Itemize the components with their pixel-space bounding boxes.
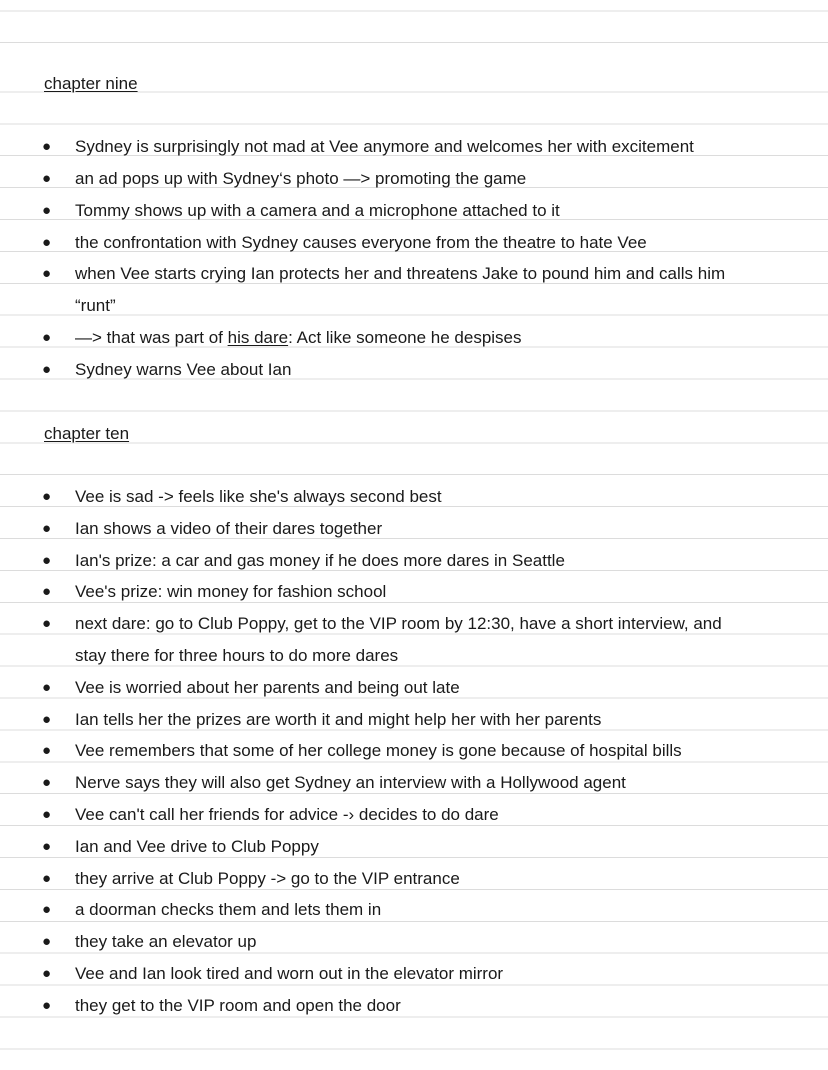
list-item-text: Vee remembers that some of her college money is gone because of hospital bills <box>75 741 682 760</box>
list-item <box>0 328 828 360</box>
bullet-icon: ● <box>42 806 52 823</box>
list-item <box>0 900 828 932</box>
list-item-text: Vee is worried about her parents and being out late <box>75 678 460 697</box>
list-item-text: Sydney is surprisingly not mad at Vee anymore and welcomes her with excitement <box>75 137 694 156</box>
list-item-text: they take an elevator up <box>75 932 257 951</box>
list-item <box>0 614 828 646</box>
list-item-text: Vee is sad -> feels like she's always second best <box>75 487 442 506</box>
list-item-text: when Vee starts crying Ian protects her and threatens Jake to pound him and calls him <box>75 264 726 283</box>
list-item <box>0 773 828 805</box>
list-item-text: Ian tells her the prizes are worth it and might help her with her parents <box>75 710 602 729</box>
bullet-icon: ● <box>42 774 52 791</box>
underlined-phrase: his dare <box>227 328 289 347</box>
bullet-icon: ● <box>42 870 52 887</box>
list-item <box>0 996 828 1028</box>
bullet-icon: ● <box>42 965 52 982</box>
bullet-icon: ● <box>42 711 52 728</box>
list-item <box>0 964 828 996</box>
list-item-text-after: : Act like someone he despises <box>288 328 522 347</box>
list-item <box>0 551 828 583</box>
list-item-text: a doorman checks them and lets them in <box>75 900 382 919</box>
list-item <box>0 487 828 519</box>
list-item-text: Vee can't call her friends for advice -› decides to do dare <box>75 805 499 824</box>
list-item-text: Ian and Vee drive to Club Poppy <box>75 837 319 856</box>
list-item <box>0 869 828 901</box>
list-item-text: Vee and Ian look tired and worn out in the elevator mirror <box>75 964 504 983</box>
list-item-text: Ian's prize: a car and gas money if he does more dares in Seattle <box>75 551 565 570</box>
list-item <box>0 678 828 710</box>
bullet-icon: ● <box>42 679 52 696</box>
bullet-icon: ● <box>42 329 52 346</box>
list-item-text: they get to the VIP room and open the door <box>75 996 401 1015</box>
list-item-text: Tommy shows up with a camera and a microphone attached to it <box>75 201 560 220</box>
list-item-text: they arrive at Club Poppy -> go to the VIP entrance <box>75 869 460 888</box>
list-item-text <box>75 328 522 348</box>
list-item-text: stay there for three hours to do more dares <box>75 646 399 665</box>
list-item <box>0 201 828 233</box>
list-item-continuation <box>0 646 828 678</box>
bullet-icon: ● <box>42 520 52 537</box>
list-item <box>0 519 828 551</box>
bullet-icon: ● <box>42 838 52 855</box>
bullet-icon: ● <box>42 583 52 600</box>
list-item-text: next dare: go to Club Poppy, get to the VIP room by 12:30, have a short interview, and <box>75 614 722 633</box>
list-item-continuation <box>0 296 828 328</box>
list-item-text: the confrontation with Sydney causes everyone from the theatre to hate Vee <box>75 233 647 252</box>
list-item <box>0 932 828 964</box>
bullet-icon: ● <box>42 997 52 1014</box>
bullet-icon: ● <box>42 488 52 505</box>
list-item <box>0 137 828 169</box>
list-item <box>0 805 828 837</box>
bullet-icon: ● <box>42 933 52 950</box>
list-item <box>0 264 828 296</box>
list-item <box>0 360 828 392</box>
list-item <box>0 710 828 742</box>
list-item <box>0 741 828 773</box>
list-item <box>0 582 828 614</box>
bullet-icon: ● <box>42 742 52 759</box>
bullet-icon: ● <box>42 202 52 219</box>
list-item-text: Nerve says they will also get Sydney an interview with a Hollywood agent <box>75 773 626 792</box>
bullet-icon: ● <box>42 552 52 569</box>
bullet-icon: ● <box>42 615 52 632</box>
list-item-text-before: —> that was part of <box>75 328 228 347</box>
bullet-icon: ● <box>42 361 52 378</box>
bullet-icon: ● <box>42 234 52 251</box>
list-item-text: “runt” <box>75 296 116 315</box>
list-item <box>0 837 828 869</box>
list-item-text: Vee's prize: win money for fashion school <box>75 582 387 601</box>
bullet-icon: ● <box>42 138 52 155</box>
list-item-text: Ian shows a video of their dares together <box>75 519 383 538</box>
list-item <box>0 169 828 201</box>
chapter-nine-heading: chapter nine <box>44 74 138 93</box>
list-item-text: Sydney warns Vee about Ian <box>75 360 292 379</box>
chapter-ten-heading: chapter ten <box>44 424 130 443</box>
bullet-icon: ● <box>42 901 52 918</box>
list-item-text: an ad pops up with Sydney‘s photo —> promoting the game <box>75 169 527 188</box>
bullet-icon: ● <box>42 265 52 282</box>
bullet-icon: ● <box>42 170 52 187</box>
list-item <box>0 233 828 265</box>
